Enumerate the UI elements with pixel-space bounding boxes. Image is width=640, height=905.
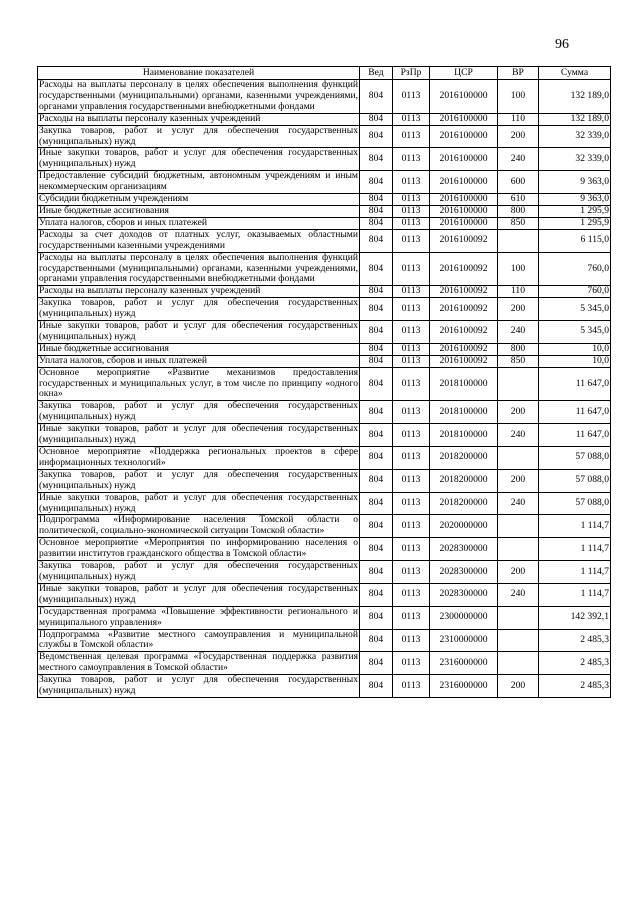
row-ved: 804 [360, 286, 393, 298]
row-name: Закупка товаров, работ и услуг для обеспечения государственных (муниципальных) нужд [39, 468, 358, 491]
row-ved: 804 [360, 205, 393, 217]
row-sum: 57 088,0 [539, 469, 611, 492]
row-csr: 2016100000 [430, 125, 498, 148]
row-csr: 2018100000 [430, 424, 498, 447]
row-name: Уплата налогов, сборов и иных платежей [38, 355, 360, 367]
row-vr: 200 [498, 675, 539, 698]
row-ved: 804 [360, 217, 393, 229]
row-vr: 850 [498, 217, 539, 229]
row-rzpr: 0113 [393, 606, 430, 629]
row-sum: 6 115,0 [539, 229, 611, 252]
row-vr: 200 [498, 561, 539, 584]
row-name: Иные закупки товаров, работ и услуг для обеспечения государственных (муниципальных) нужд [39, 147, 358, 170]
row-vr: 610 [498, 194, 539, 206]
table-row [38, 538, 611, 561]
row-sum: 2 485,3 [539, 652, 611, 675]
row-rzpr: 0113 [393, 113, 430, 125]
row-rzpr: 0113 [393, 229, 430, 252]
table-row [38, 447, 611, 470]
row-rzpr: 0113 [393, 205, 430, 217]
row-vr [498, 629, 539, 652]
row-name: Иные бюджетные ассигнования [38, 343, 360, 355]
row-csr: 2016100092 [430, 298, 498, 321]
row-sum: 10,0 [539, 343, 611, 355]
row-sum: 1 114,7 [539, 538, 611, 561]
row-name: Основное мероприятие «Развитие механизмов предоставления государственных и муниципальных услуг, в том числе по принципу «одного окна» [39, 366, 358, 400]
row-csr: 2016100092 [430, 229, 498, 252]
row-sum: 57 088,0 [539, 492, 611, 515]
row-name: Иные закупки товаров, работ и услуг для обеспечения государственных (муниципальных) нужд [39, 423, 358, 446]
row-vr: 240 [498, 492, 539, 515]
row-csr: 2016100000 [430, 217, 498, 229]
table-row [38, 355, 611, 367]
row-vr [498, 515, 539, 538]
row-rzpr: 0113 [393, 217, 430, 229]
row-vr [498, 606, 539, 629]
row-sum: 11 647,0 [539, 401, 611, 424]
row-ved: 804 [360, 583, 393, 606]
row-rzpr: 0113 [393, 80, 430, 114]
row-name: Предоставление субсидий бюджетным, автономным учреждениям и иным некоммерческим организациям [39, 170, 358, 193]
table-row [38, 515, 611, 538]
row-csr: 2016100000 [430, 194, 498, 206]
table-row [38, 629, 611, 652]
table-row [38, 401, 611, 424]
row-vr: 200 [498, 298, 539, 321]
row-sum: 11 647,0 [539, 367, 611, 401]
header-ved: Вед [360, 67, 393, 80]
row-sum: 760,0 [539, 286, 611, 298]
row-ved: 804 [360, 538, 393, 561]
row-sum: 1 114,7 [539, 583, 611, 606]
row-name: Государственная программа «Повышение эффективности регионального и муниципального управления» [39, 605, 358, 628]
row-ved: 804 [360, 424, 393, 447]
row-csr: 2018200000 [430, 492, 498, 515]
row-sum: 132 189,0 [539, 113, 611, 125]
row-name: Закупка товаров, работ и услуг для обеспечения государственных (муниципальных) нужд [39, 560, 358, 582]
row-csr: 2020000000 [430, 515, 498, 538]
row-ved: 804 [360, 171, 393, 194]
row-name: Расходы на выплаты персоналу казенных учреждений [38, 113, 360, 125]
row-csr: 2016100000 [430, 113, 498, 125]
row-csr: 2016100000 [430, 205, 498, 217]
row-vr: 100 [498, 252, 539, 286]
row-csr: 2028300000 [430, 583, 498, 606]
row-ved: 804 [360, 355, 393, 367]
row-csr: 2016100092 [430, 343, 498, 355]
row-name: Иные закупки товаров, работ и услуг для обеспечения государственных (муниципальных) нужд [39, 320, 358, 342]
row-vr: 800 [498, 343, 539, 355]
table-row [38, 561, 611, 584]
row-csr: 2016100092 [430, 252, 498, 286]
table-row [38, 252, 611, 286]
row-rzpr: 0113 [393, 561, 430, 584]
row-vr [498, 538, 539, 561]
row-vr: 240 [498, 321, 539, 344]
row-sum: 57 088,0 [539, 447, 611, 470]
row-rzpr: 0113 [393, 515, 430, 538]
row-ved: 804 [360, 469, 393, 492]
row-name: Подпрограмма «Развитие местного самоуправления и муниципальной службы в Томской области» [39, 628, 358, 651]
row-sum: 5 345,0 [539, 298, 611, 321]
row-rzpr: 0113 [393, 298, 430, 321]
row-sum: 1 114,7 [539, 515, 611, 538]
row-vr: 200 [498, 401, 539, 424]
row-ved: 804 [360, 194, 393, 206]
row-name: Уплата налогов, сборов и иных платежей [38, 217, 360, 229]
row-ved: 804 [360, 80, 393, 114]
row-rzpr: 0113 [393, 125, 430, 148]
row-ved: 804 [360, 252, 393, 286]
row-csr: 2016100000 [430, 171, 498, 194]
row-rzpr: 0113 [393, 583, 430, 606]
row-ved: 804 [360, 515, 393, 538]
row-rzpr: 0113 [393, 367, 430, 401]
row-sum: 32 339,0 [539, 148, 611, 171]
row-rzpr: 0113 [393, 401, 430, 424]
row-csr: 2016100092 [430, 321, 498, 344]
table-row [38, 343, 611, 355]
row-ved: 804 [360, 675, 393, 698]
row-csr: 2028300000 [430, 561, 498, 584]
row-rzpr: 0113 [393, 652, 430, 675]
row-rzpr: 0113 [393, 629, 430, 652]
row-sum: 2 485,3 [539, 675, 611, 698]
row-ved: 804 [360, 629, 393, 652]
row-csr: 2018200000 [430, 469, 498, 492]
row-name: Основное мероприятие «Мероприятия по информированию населения о развитии институтов гражданского общества в Томской области» [39, 537, 358, 560]
row-sum: 5 345,0 [539, 321, 611, 344]
table-body [38, 80, 611, 698]
header-sum: Сумма [539, 67, 611, 80]
row-ved: 804 [360, 298, 393, 321]
row-ved: 804 [360, 447, 393, 470]
row-name: Закупка товаров, работ и услуг для обеспечения государственных (муниципальных) нужд [39, 297, 358, 320]
table-row [38, 217, 611, 229]
header-rzpr: РзПр [393, 67, 430, 80]
row-rzpr: 0113 [393, 148, 430, 171]
row-sum: 760,0 [539, 252, 611, 286]
row-ved: 804 [360, 492, 393, 515]
row-vr: 240 [498, 583, 539, 606]
table-row [38, 492, 611, 515]
table-row [38, 286, 611, 298]
row-vr: 100 [498, 80, 539, 114]
row-rzpr: 0113 [393, 675, 430, 698]
row-csr: 2300000000 [430, 606, 498, 629]
table-row [38, 229, 611, 252]
row-rzpr: 0113 [393, 252, 430, 286]
row-vr: 110 [498, 286, 539, 298]
row-vr: 850 [498, 355, 539, 367]
row-rzpr: 0113 [393, 492, 430, 515]
row-rzpr: 0113 [393, 194, 430, 206]
row-sum: 10,0 [539, 355, 611, 367]
row-vr: 600 [498, 171, 539, 194]
row-csr: 2016100000 [430, 148, 498, 171]
row-vr [498, 367, 539, 401]
row-csr: 2016100000 [430, 80, 498, 114]
row-name: Закупка товаров, работ и услуг для обеспечения государственных (муниципальных) нужд [39, 124, 358, 147]
row-name: Закупка товаров, работ и услуг для обеспечения государственных (муниципальных) нужд [39, 674, 358, 697]
table-row [38, 171, 611, 194]
header-csr: ЦСР [430, 67, 498, 80]
table-row [38, 652, 611, 675]
table-row [38, 367, 611, 401]
row-sum: 142 392,1 [539, 606, 611, 629]
row-name: Иные закупки товаров, работ и услуг для обеспечения государственных (муниципальных) нужд [39, 582, 358, 605]
row-ved: 804 [360, 606, 393, 629]
row-ved: 804 [360, 148, 393, 171]
row-sum: 1 295,9 [539, 217, 611, 229]
header-vr: ВР [498, 67, 539, 80]
row-name: Расходы за счет доходов от платных услуг, оказываемых областными государственными казенными учреждениями [39, 228, 358, 251]
row-name: Основное мероприятие «Поддержка региональных проектов в сфере информационных технологий» [39, 446, 358, 468]
row-vr: 200 [498, 125, 539, 148]
table-row [38, 148, 611, 171]
row-csr: 2316000000 [430, 652, 498, 675]
row-csr: 2018100000 [430, 367, 498, 401]
table-row [38, 205, 611, 217]
row-rzpr: 0113 [393, 469, 430, 492]
row-vr [498, 229, 539, 252]
row-ved: 804 [360, 321, 393, 344]
row-vr [498, 652, 539, 675]
row-sum: 1 295,9 [539, 205, 611, 217]
row-ved: 804 [360, 652, 393, 675]
table-row [38, 606, 611, 629]
row-rzpr: 0113 [393, 355, 430, 367]
row-sum: 1 114,7 [539, 561, 611, 584]
row-ved: 804 [360, 125, 393, 148]
row-ved: 804 [360, 561, 393, 584]
row-rzpr: 0113 [393, 538, 430, 561]
table-row [38, 298, 611, 321]
row-name: Закупка товаров, работ и услуг для обеспечения государственных (муниципальных) нужд [39, 400, 358, 423]
row-ved: 804 [360, 343, 393, 355]
row-name: Расходы на выплаты персоналу казенных учреждений [38, 286, 360, 298]
table-row [38, 80, 611, 114]
row-rzpr: 0113 [393, 286, 430, 298]
table-row [38, 113, 611, 125]
row-name: Иные закупки товаров, работ и услуг для обеспечения государственных (муниципальных) нужд [39, 491, 358, 514]
row-name: Расходы на выплаты персоналу в целях обеспечения выполнения функций государственными (муниципальными) органами, казенными учреждениями, органами управления государственными внебюджетными фондами [39, 79, 358, 112]
row-rzpr: 0113 [393, 171, 430, 194]
row-name: Субсидии бюджетным учреждениям [38, 194, 360, 206]
row-vr: 800 [498, 205, 539, 217]
row-vr [498, 447, 539, 470]
budget-table [37, 66, 611, 698]
table-row [38, 321, 611, 344]
table-row [38, 583, 611, 606]
row-rzpr: 0113 [393, 343, 430, 355]
row-rzpr: 0113 [393, 321, 430, 344]
row-csr: 2016100092 [430, 286, 498, 298]
row-csr: 2016100092 [430, 355, 498, 367]
row-name: Иные бюджетные ассигнования [38, 205, 360, 217]
table-header [38, 67, 611, 80]
row-name: Ведомственная целевая программа «Государственная поддержка развития местного самоуправления в Томской области» [39, 651, 358, 674]
row-vr: 240 [498, 424, 539, 447]
row-sum: 11 647,0 [539, 424, 611, 447]
row-sum: 132 189,0 [539, 80, 611, 114]
table-row [38, 675, 611, 698]
row-csr: 2310000000 [430, 629, 498, 652]
row-csr: 2018200000 [430, 447, 498, 470]
row-vr: 240 [498, 148, 539, 171]
row-sum: 2 485,3 [539, 629, 611, 652]
row-sum: 9 363,0 [539, 194, 611, 206]
row-rzpr: 0113 [393, 424, 430, 447]
row-ved: 804 [360, 401, 393, 424]
row-csr: 2316000000 [430, 675, 498, 698]
header-name: Наименование показателей [38, 67, 360, 80]
table-row [38, 194, 611, 206]
row-sum: 32 339,0 [539, 125, 611, 148]
row-csr: 2018100000 [430, 401, 498, 424]
row-csr: 2028300000 [430, 538, 498, 561]
table-row [38, 125, 611, 148]
row-vr: 200 [498, 469, 539, 492]
row-ved: 804 [360, 229, 393, 252]
table-row [38, 424, 611, 447]
row-name: Подпрограмма «Информирование населения Томской области о политической, социально-экономической ситуации Томской области» [39, 514, 358, 537]
row-ved: 804 [360, 113, 393, 125]
row-ved: 804 [360, 367, 393, 401]
row-rzpr: 0113 [393, 447, 430, 470]
table-row [38, 469, 611, 492]
page-number: 96 [555, 37, 569, 52]
row-name: Расходы на выплаты персоналу в целях обеспечения выполнения функций государственными (муниципальными) органами, казенными учреждениями, органами управления государственными внебюджетными фондами [39, 251, 358, 285]
row-sum: 9 363,0 [539, 171, 611, 194]
row-vr: 110 [498, 113, 539, 125]
